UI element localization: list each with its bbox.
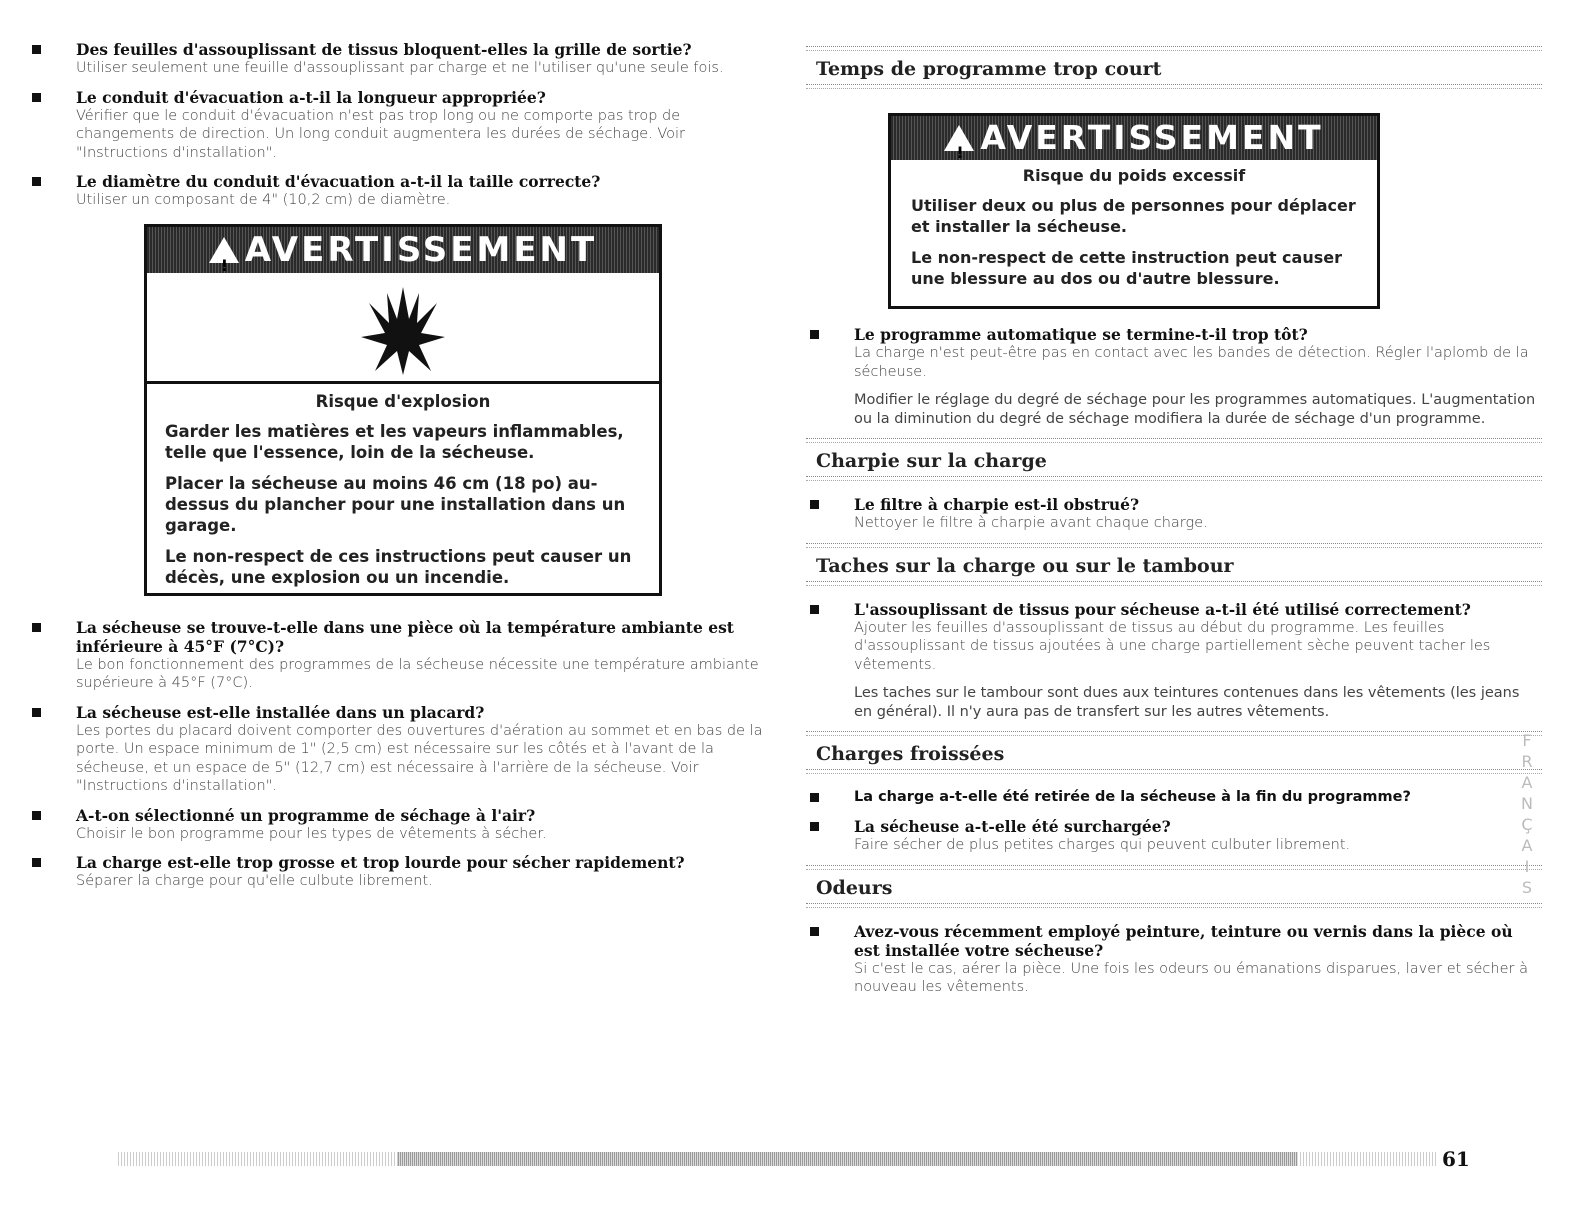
list-item [806,922,1542,997]
warning-line: Garder les matières et les vapeurs inflammables, telle que l'essence, loin de la sécheuse. [165,421,624,462]
bullet-icon [32,177,41,186]
answer-paragraph: Modifier le réglage du degré de séchage pour les programmes automatiques. L'augmentation ou la diminution du degré de séchage modifiera la durée de séchage d'un programme. [854,392,1536,427]
section-header [806,865,1542,908]
bullet-icon [810,330,819,339]
weight-warning-box [888,113,1380,309]
question: Le programme automatique se termine-t-il trop tôt? [854,325,1308,344]
explosion-warning-box [144,224,662,596]
warning-line: Le non-respect de cette instruction peut causer une blessure au dos ou d'autre blessure. [911,248,1342,288]
bullet-icon [32,93,41,102]
warning-line: Utiliser deux ou plus de personnes pour déplacer et installer la sécheuse. [911,196,1356,236]
answer-paragraph: Les taches sur le tambour sont dues aux teintures contenues dans les vêtements (les jeans en général). Il n'y aura pas de transfert sur les autres vêtements. [854,685,1520,720]
list-item [28,40,768,78]
answer: Ajouter les feuilles d'assouplissant de tissus au début du programme. Les feuilles d'assouplissant de tissus ajoutées à une charge partiellement sèche peuvent tacher les vêtements. [854,619,1491,673]
bullet-icon [810,927,819,936]
warning-line: Placer la sécheuse au moins 46 cm (18 po) au-dessus du plancher pour une installation dans un garage. [165,473,626,535]
warning-line: Le non-respect de ces instructions peut causer un décès, une explosion ou un incendie. [165,546,632,587]
warning-header: ! AVERTISSEMENT [147,227,659,273]
section-header [806,438,1542,481]
section-title: Taches sur la charge ou sur le tambour [816,554,1234,577]
answer: Séparer la charge pour qu'elle culbute librement. [76,873,433,889]
question: Le diamètre du conduit d'évacuation a-t-il la taille correcte? [76,172,601,191]
bullet-icon [32,708,41,717]
bullet-icon [810,793,819,802]
answer: Utiliser un composant de 4" (10,2 cm) de diamètre. [76,192,451,208]
warning-title: Risque d'explosion [315,391,491,411]
bullet-icon [32,858,41,867]
question: A-t-on sélectionné un programme de séchage à l'air? [76,805,536,825]
question: Avez-vous récemment employé peinture, teinture ou vernis dans la pièce où est installée votre sécheuse? [854,921,1513,960]
question: La charge est-elle trop grosse et trop lourde pour sécher rapidement? [76,853,685,872]
list-item [806,600,1542,722]
answer: Faire sécher de plus petites charges qui peuvent culbuter librement. [854,837,1351,853]
warning-triangle-icon: ! [209,237,239,263]
answer: Vérifier que le conduit d'évacuation n'est pas trop long ou ne comporte pas trop de changements de direction. Un long conduit augmentera les durées de séchage. Voir "Instructions d'installation". [76,107,685,161]
list-item [806,788,1542,807]
answer: Choisir le bon programme pour les types de vêtements à sécher. [76,825,547,842]
answer: Si c'est le cas, aérer la pièce. Une fois les odeurs ou émanations disparues, laver et sécher à nouveau les vêtements. [854,960,1528,995]
footer-rule [118,1152,1438,1166]
list-item [28,703,768,796]
answer: Le bon fonctionnement des programmes de la sécheuse nécessite une température ambiante supérieure à 45°F (7°C). [76,656,759,691]
bullet-icon [810,500,819,509]
question: La sécheuse a-t-elle été surchargée? [854,817,1171,836]
page-number: 61 [1442,1147,1470,1171]
bullet-icon [810,605,819,614]
question: Des feuilles d'assouplissant de tissus bloquent-elles la grille de sortie? [76,40,692,59]
answer: Les portes du placard doivent comporter des ouvertures d'aération au sommet et en bas de la porte. Un espace minimum de 1" (2,5 cm) est nécessaire sur les côtés et à l'avant de la sécheuse, et un espace de 5" (12,7 cm) est nécessaire à l'arrière de la sécheuse. Voir "Instructions d'installation". [76,722,763,794]
bullet-icon [32,811,41,820]
section-header [806,731,1542,774]
list-item [806,495,1542,533]
question: La charge a-t-elle été retirée de la sécheuse à la fin du programme? [854,789,1411,805]
section-title: Temps de programme trop court [816,58,1162,80]
question: Le filtre à charpie est-il obstrué? [854,495,1140,514]
section-header [806,543,1542,586]
warning-header: ! AVERTISSEMENT [891,116,1377,160]
answer: La charge n'est peut-être pas en contact avec les bandes de détection. Régler l'aplomb de la sécheuse. [854,345,1529,380]
section-title: Charges froissées [816,743,1005,765]
warning-title: Risque du poids excessif [1022,166,1246,185]
section-header [806,46,1542,89]
list-item [28,618,768,693]
list-item [28,88,768,163]
list-item [28,853,768,891]
section-title: Charpie sur la charge [816,450,1047,472]
explosion-icon [353,279,453,379]
answer: Utiliser seulement une feuille d'assouplissant par charge et ne l'utiliser qu'une seule fois. [76,60,724,76]
bullet-icon [32,623,41,632]
question: L'assouplissant de tissus pour sécheuse a-t-il été utilisé correctement? [854,599,1471,619]
question: La sécheuse est-elle installée dans un placard? [76,702,485,722]
warning-triangle-icon: ! [944,125,974,151]
bullet-icon [32,45,41,54]
list-item [806,325,1542,428]
list-item [806,817,1542,855]
answer: Nettoyer le filtre à charpie avant chaque charge. [854,515,1208,531]
list-item [28,172,768,210]
bullet-icon [810,822,819,831]
list-item [28,806,768,844]
section-title: Odeurs [816,876,893,899]
right-column [806,46,1542,1007]
language-side-label: F R A N Ç A I S [1521,731,1533,897]
left-column [28,40,768,901]
question: La sécheuse se trouve-t-elle dans une pièce où la température ambiante est inférieure à 45°F (7°C)? [76,617,734,656]
explosion-graphic [147,273,659,384]
question: Le conduit d'évacuation a-t-il la longueur appropriée? [76,87,546,107]
